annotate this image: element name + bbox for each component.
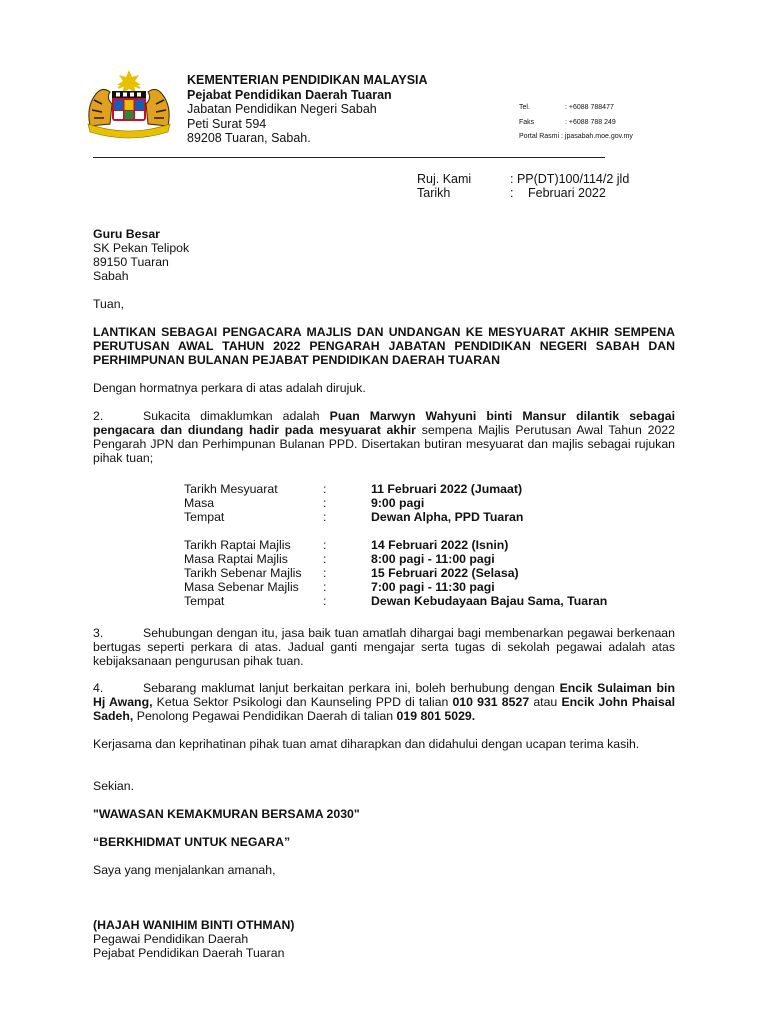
contact-person-1: Encik Sulaiman bin Hj Awang,	[93, 681, 675, 709]
detail-row	[184, 511, 523, 525]
detail-value: 11 Februari 2022 (Jumaat)	[371, 482, 523, 496]
closing-sekian: Sekian.	[93, 779, 135, 793]
detail-label: Masa Raptai Majlis	[184, 551, 288, 566]
paragraph-3: 3. Sehubungan dengan itu, jasa baik tuan amatlah dihargai bagi membenarkan pegawai berkenaan bertugas seperti perkara di atas. Jadual ganti mengajar serta tugas di sekolah pegawai adalah atas kebijaksanaan pengurusan pihak tuan.	[93, 626, 675, 668]
signatory-office: Pejabat Pendidikan Daerah Tuaran	[93, 945, 285, 960]
detail-row	[184, 539, 607, 553]
detail-row	[184, 497, 523, 511]
contact-phone-2: 019 801 5029.	[396, 708, 476, 723]
detail-label: Tempat	[184, 593, 225, 608]
motto-wawasan: "WAWASAN KEMAKMURAN BERSAMA 2030"	[93, 807, 360, 821]
paragraph-number: 4.	[93, 681, 104, 695]
detail-colon: :	[323, 565, 327, 580]
detail-value: 8:00 pagi - 11:00 pagi	[371, 551, 495, 566]
detail-label: Tarikh Raptai Majlis	[184, 538, 291, 552]
detail-row	[184, 595, 607, 609]
contact-person-2: Encik John Phaisal Sadeh,	[93, 694, 675, 723]
letterhead	[187, 73, 428, 146]
appointee-highlight: Puan Marwyn Wahyuni binti Mansur dilantik sebagai pengacara dan diundang hadir pada mesyuarat akhir	[93, 409, 675, 437]
signatory-name: (HAJAH WANIHIM BINTI OTHMAN)	[93, 918, 295, 932]
tarikh-colon: :	[510, 186, 514, 200]
detail-label: Masa	[184, 495, 215, 510]
detail-label: Tarikh Mesyuarat	[184, 482, 278, 496]
signatory-position: Pegawai Pendidikan Daerah	[93, 931, 249, 946]
ministry-name: KEMENTERIAN PENDIDIKAN MALAYSIA	[187, 73, 428, 87]
detail-value: Dewan Kebudayaan Bajau Sama, Tuaran	[371, 593, 608, 608]
detail-colon: :	[323, 509, 327, 524]
recipient-address	[93, 228, 189, 284]
detail-label: Masa Sebenar Majlis	[184, 579, 299, 594]
malaysia-coat-of-arms-icon	[78, 66, 180, 140]
detail-colon: :	[323, 551, 327, 566]
detail-value: 9:00 pagi	[371, 495, 425, 510]
recipient-line: Sabah	[93, 268, 129, 283]
detail-colon: :	[323, 538, 327, 552]
detail-colon: :	[323, 579, 327, 594]
detail-colon: :	[323, 495, 327, 510]
paragraph-2: 2. Sukacita dimaklumkan adalah Puan Marwyn Wahyuni binti Mansur dilantik sebagai pengacara dan diundang hadir pada mesyuarat akhir sempena Majlis Perutusan Awal Tahun 2022 Pengarah JPN dan Perhimpunan Bulanan PPD. Disertakan butiran mesyuarat dan majlis sebagai rujukan pihak tuan;	[93, 409, 675, 465]
detail-value: 7:00 pagi - 11:30 pagi	[371, 579, 495, 594]
ruj-label: Ruj. Kami	[417, 172, 472, 186]
detail-value: 14 Februari 2022 (Isnin)	[371, 538, 509, 552]
detail-label: Tarikh Sebenar Majlis	[184, 565, 302, 580]
portal-link[interactable]: Portal Rasmi : jpasabah.moe.gov.my	[519, 133, 633, 140]
header-divider	[93, 157, 605, 158]
contact-phone-1: 010 931 8527	[452, 694, 530, 709]
fax-label: Faks	[519, 118, 535, 126]
recipient-title: Guru Besar	[93, 227, 160, 241]
department-name: Jabatan Pendidikan Negeri Sabah	[187, 102, 377, 116]
tarikh-value: Februari 2022	[528, 186, 606, 200]
detail-value: 15 Februari 2022 (Selasa)	[371, 565, 519, 580]
tarikh-label: Tarikh	[417, 186, 451, 200]
subject-heading: LANTIKAN SEBAGAI PENGACARA MAJLIS DAN UNDANGAN KE MESYUARAT AKHIR SEMPENA PERUTUSAN AWAL TAHUN 2022 PENGARAH JABATAN PENDIDIKAN NEGERI SABAH DAN PERHIMPUNAN BULANAN PEJABAT PENDIDIKAN DAERAH TUARAN	[93, 325, 675, 367]
recipient-line: SK Pekan Telipok	[93, 240, 190, 255]
reference-block	[417, 172, 629, 200]
meeting-details-table	[184, 483, 523, 525]
detail-row	[184, 553, 607, 567]
ruj-value: : PP(DT)100/114/2 jld	[510, 172, 630, 186]
paragraph-number: 3.	[93, 626, 104, 640]
event-details-table	[184, 539, 607, 609]
paragraph-4: 4. Sebarang maklumat lanjut berkaitan perkara ini, boleh berhubung dengan Encik Sulaiman bin Hj Awang, Ketua Sektor Psikologi dan Kaunseling PPD di talian 010 931 8527 atau Encik John Phaisal Sadeh, Penolong Pegawai Pendidikan Daerah di talian 019 801 5029.	[93, 681, 675, 723]
signature-block	[93, 919, 295, 961]
tel-value: : +6088 788477	[565, 104, 614, 111]
detail-colon: :	[323, 593, 327, 608]
paragraph-1: Dengan hormatnya perkara di atas adalah dirujuk.	[93, 381, 366, 395]
contact-block	[519, 101, 633, 145]
office-name: Pejabat Pendidikan Daerah Tuaran	[187, 87, 392, 102]
detail-row	[184, 567, 607, 581]
detail-row	[184, 483, 523, 497]
fax-value: : +6088 788 249	[565, 118, 616, 126]
detail-row	[184, 581, 607, 595]
detail-label: Tempat	[184, 509, 225, 524]
recipient-line: 89150 Tuaran	[93, 254, 169, 269]
postcode-city: 89208 Tuaran, Sabah.	[187, 131, 311, 145]
detail-value: Dewan Alpha, PPD Tuaran	[371, 509, 524, 524]
tel-label: Tel.	[519, 104, 530, 111]
salutation: Tuan,	[93, 297, 124, 311]
motto-berkhidmat: “BERKHIDMAT UNTUK NEGARA”	[93, 835, 291, 849]
paragraph-number: 2.	[93, 409, 104, 423]
closing-amanah: Saya yang menjalankan amanah,	[93, 863, 276, 877]
paragraph-5: Kerjasama dan keprihatinan pihak tuan amat diharapkan dan didahului dengan ucapan terima kasih.	[93, 737, 640, 751]
detail-colon: :	[323, 482, 327, 496]
po-box: Peti Surat 594	[187, 116, 267, 131]
